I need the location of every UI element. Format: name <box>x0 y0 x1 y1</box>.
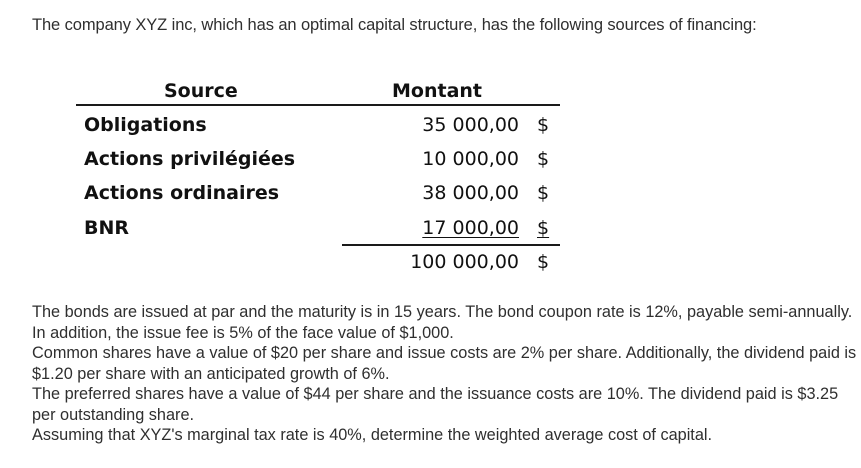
paragraph-bonds: The bonds are issued at par and the maturity is in 15 years. The bond coupon rate is 12%, payable semi-annually. In addition, the issue fee is 5% of the face value of $1,000. <box>32 303 853 342</box>
row-amount-bnr: 17 000,00 <box>422 217 519 239</box>
header-source: Source <box>164 80 238 102</box>
row-label-obligations: Obligations <box>84 114 207 136</box>
row-amount-obligations: 35 000,00 <box>422 114 519 136</box>
total-currency: $ <box>537 251 550 273</box>
row-currency-bnr: $ <box>537 217 550 239</box>
intro-text: The company XYZ inc, which has an optimal capital structure, has the following sources of financing: <box>32 16 757 34</box>
paragraph-common-shares: Common shares have a value of $20 per share and issue costs are 2% per share. Additionally, the dividend paid is $1.20 per share with an anticipated growth of 6%. <box>32 344 857 383</box>
row-label-bnr: BNR <box>84 217 130 239</box>
row-currency-preferred: $ <box>537 148 550 170</box>
row-label-preferred: Actions privilégiées <box>84 148 296 170</box>
row-amount-preferred: 10 000,00 <box>422 148 519 170</box>
total-amount: 100 000,00 <box>410 251 519 273</box>
row-amount-common: 38 000,00 <box>422 182 519 204</box>
row-label-common: Actions ordinaires <box>84 182 280 204</box>
header-rule <box>76 104 560 106</box>
paragraph-preferred-shares: The preferred shares have a value of $44 per share and the issuance costs are 10%. The dividend paid is $3.25 per outstanding share. <box>32 385 839 424</box>
paragraph-question: Assuming that XYZ's marginal tax rate is 40%, determine the weighted average cost of capital. <box>32 426 713 444</box>
total-rule <box>342 244 560 246</box>
problem-text <box>32 302 858 446</box>
row-currency-common: $ <box>537 182 550 204</box>
row-currency-obligations: $ <box>537 114 550 136</box>
header-amount: Montant <box>392 80 482 102</box>
